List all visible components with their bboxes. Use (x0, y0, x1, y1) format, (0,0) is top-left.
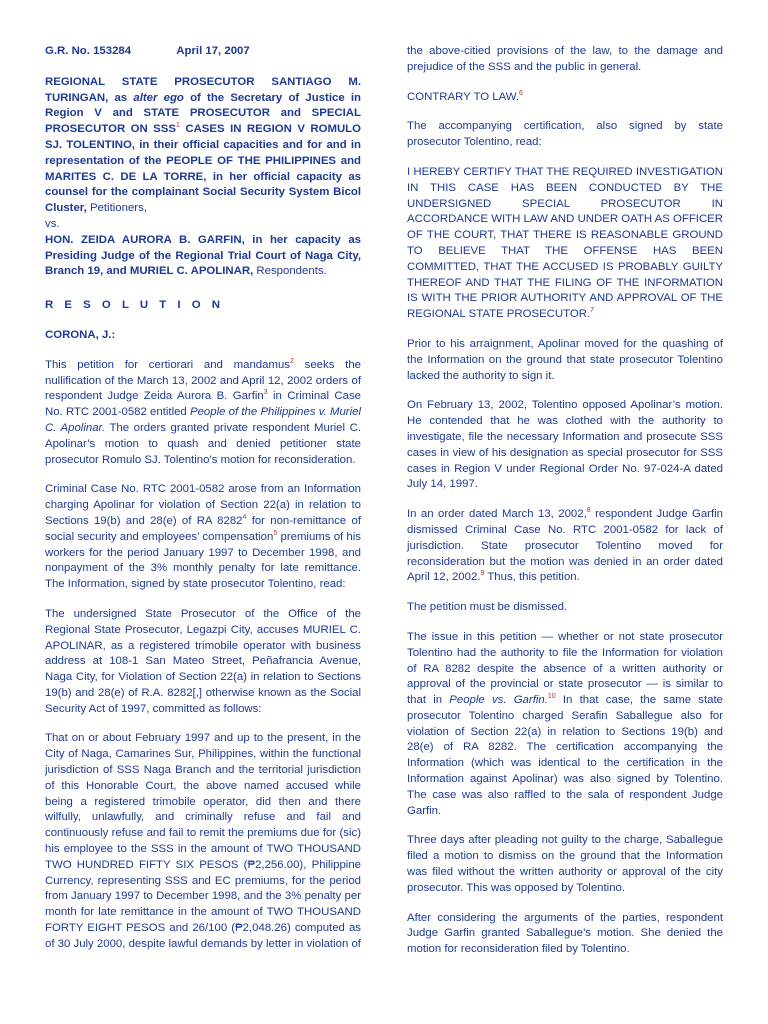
respondents-label: Respondents. (256, 265, 327, 278)
footnote-ref-1[interactable]: 1 (175, 122, 180, 130)
paragraph-r1: the above-citied provisions of the law, to the damage and prejudice of the SSS and the public in general. (407, 45, 723, 73)
paragraph-r11: After considering the arguments of the parties, respondent Judge Garfin granted Saballegue’s motion. She denied the motion for reconsideration filed by Tolentino. (407, 911, 723, 956)
petitioners-label: Petitioners, (89, 202, 147, 215)
footnote-ref-8[interactable]: 8 (586, 507, 591, 515)
footnote-ref-9[interactable]: 9 (480, 570, 485, 578)
paragraph-r9: The issue in this petition — whether or not state prosecutor Tolentino had the authority to file the Information for violation of RA 8282 despite the absence of a written authority or approval of the provincial or state prosecutor — is similar to that in People vs. Garfin.$^{10}$ In that case, the same state prosecutor Tolentino charged Serafin Saballegue also for violation of Section 22(a) in relation to Sections 19(b) and 28(e) of RA 8282. The certification accompanying the Information (which was identical to the certification in the Information against Apolinar) was also signed by Tolentino. The case was also raffled to the sala of respondent Judge Garfin. (407, 630, 723, 817)
paragraph-2: Criminal Case No. RTC 2001-0582 arose from an Information charging Apolinar for violation of Section 22(a) in relation to Sections 19(b) and 28(e) of RA 8282$^4$ for non-remittance of social security and employees’ compensation$^5$ premiums of his workers for the period January 1997 to December 1998, and nonpayment of the 3% monthly penalty for late remittance. The Information, signed by state prosecutor Tolentino, read: (45, 483, 361, 591)
parties-block: REGIONAL STATE PROSECUTOR SANTIAGO M. TURINGAN, as alter ego of the Secretary of Justice in Region V and STATE PROSECUTOR and SPECIAL PROSECUTOR ON SSS$^1$ CASES IN REGION V ROMULO SJ. TOLENTINO, in their official capacities and for and in representation of the PEOPLE OF THE PHILIPPINES and MARITES C. DE LA TORRE, in her official capacity as counsel for the complainant Social Security System Bicol Cluster, Petitioners, vs. HON. ZEIDA AURORA B. GARFIN, in her capacity as Presiding Judge of the Regional Trial Court of Naga City, Branch 19, and MURIEL C. APOLINAR, Respondents. (45, 75, 362, 278)
paragraph-r8: The petition must be dismissed. (407, 601, 568, 614)
information-quote: The undersigned State Prosecutor of the Office of the Regional State Prosecutor, Legazpi City, accuses MURIEL C. APOLINAR, as a registered trimobile operator with business address at 108-1 San Mateo Street, Peñafrancia Avenue, Naga City, for Violation of Section 22(a) in relation to Sections 19(b) and 28(e) of R.A. 8282[,] otherwise known as the Social Security Act of 1997, committed as follows: (45, 607, 361, 715)
footnote-ref-2[interactable]: 2 (289, 357, 294, 365)
footnote-ref-10[interactable]: 10 (547, 693, 556, 701)
ponente: CORONA, J.: (45, 328, 116, 341)
paragraph-r10: Three days after pleading not guilty to the charge, Saballegue filed a motion to dismiss on the ground that the Information was filed without the written authority or approval of the city prosecutor. This was opposed by Tolentino. (407, 834, 723, 894)
case-header (45, 44, 361, 60)
footnote-ref-6[interactable]: 6 (519, 89, 523, 97)
respondent-2: MURIEL C. APOLINAR, (129, 265, 254, 278)
contrary-to-law: CONTRARY TO LAW.$^6$ (407, 89, 523, 103)
paragraph-r7: In an order dated March 13, 2002,$^8$ respondent Judge Garfin dismissed Criminal Case No. RTC 2001-0582 for lack of jurisdiction. State prosecutor Tolentino moved for reconsideration but the motion was denied in an order dated April 12, 2002.$^9$ Thus, this petition. (407, 507, 723, 584)
information-body: That on or about February 1997 and up to the present, in the City of Naga, Camarines Sur, Philippines, within the functional jurisdiction of SSS Naga Branch and the territorial jurisdiction of this Honorable Court, the above named accused while being a registered trimobile operator, did then and there wilfully, unlawfully, and criminally refuse and fail and continuously refuse and fail to remit the premiums due for (sic) his employee to the SSS in the amount of TWO THOUSAND TWO HUNDRED FIFTY SIX PESOS (₱2,256.00), Philippine Currency, representing SSS and EC premiums, for the period from January 1997 to December 1998, and the 3% penalty per month for late remittance in the amount of TWO THOUSAND FORTY EIGHT PESOS and 26/100 (₱2,048.26) computed as of 30 July 2000, despite lawful demands by letter in violation of (45, 732, 361, 950)
resolution-heading: R E S O L U T I O N (45, 299, 224, 312)
left-column (45, 44, 361, 967)
footnote-ref-4[interactable]: 4 (242, 514, 247, 522)
paragraph-1: This petition for certiorari and mandamus$^2$ seeks the nullification of the March 13, 2002 and April 12, 2002 orders of respondent Judge Zeida Aurora B. Garfin$^3$ in Criminal Case No. RTC 2001-0582 entitled People of the Philippines v. Muriel C. Apolinar. The orders granted private respondent Muriel C. Apolinar’s motion to quash and denied petitioner state prosecutor Romulo SJ. Tolentino’s motion for reconsideration. (45, 357, 362, 466)
right-column (407, 44, 723, 972)
paragraph-r5: Prior to his arraignment, Apolinar moved for the quashing of the Information on the ground that state prosecutor Tolentino lacked the authority to sign it. (407, 337, 723, 382)
certification-quote: I HEREBY CERTIFY THAT THE REQUIRED INVESTIGATION IN THIS CASE HAS BEEN CONDUCTED BY THE UNDERSIGNED SPECIAL PROSECUTOR IN ACCORDANCE WITH LAW AND UNDER OATH AS OFFICER OF THE COURT, THAT THERE IS REASONABLE GROUND TO BELIEVE THAT THE OFFENSE HAS BEEN COMMITTED, THAT THE ACCUSED IS PROBABLY GUILTY THEREOF AND THAT THE FILING OF THE INFORMATION IS WITH THE PRIOR AUTHORITY AND APPROVAL OF THE REGIONAL STATE PROSECUTOR.$^7$ (407, 165, 723, 321)
paragraph-r3: The accompanying certification, also signed by state prosecutor Tolentino, read: (407, 120, 723, 149)
footnote-ref-5[interactable]: 5 (273, 529, 278, 537)
case-citation: People vs. Garfin. (449, 694, 548, 707)
footnote-ref-3[interactable]: 3 (263, 389, 268, 397)
paragraph-r6: On February 13, 2002, Tolentino opposed Apolinar’s motion. He contended that he was clothed with the authority to investigate, file the necessary Information and prosecute SSS cases in view of his designation as special prosecutor for SSS cases in Region V under Regional Order No. 97-024-A dated July 14, 1997. (407, 399, 723, 491)
versus: vs. (45, 217, 60, 230)
gr-number: G.R. No. 153284 (45, 45, 132, 57)
footnote-ref-7[interactable]: 7 (590, 307, 595, 315)
respondent-1: HON. ZEIDA AURORA B. GARFIN, (45, 233, 245, 246)
case-title: People of the Philippines v. Muriel C. Apolinar. (45, 406, 361, 434)
petitioner-1: REGIONAL STATE PROSECUTOR SANTIAGO M. TURINGAN, (45, 75, 361, 104)
decision-date: April 17, 2007 (176, 45, 250, 57)
